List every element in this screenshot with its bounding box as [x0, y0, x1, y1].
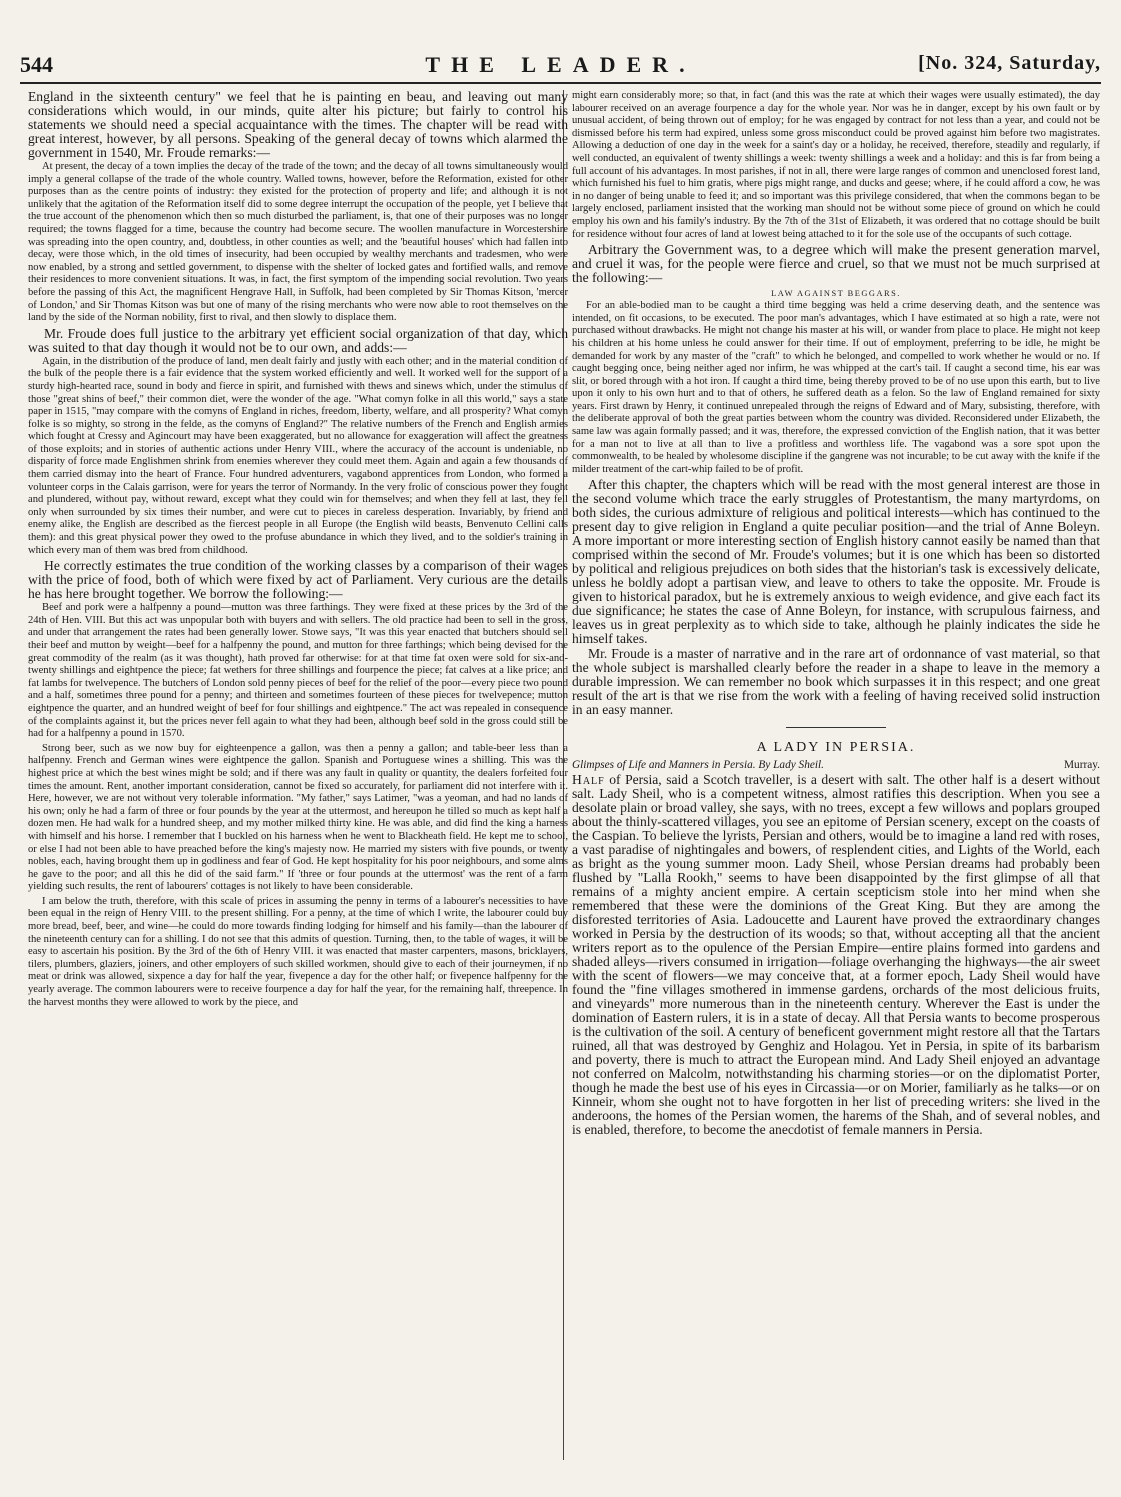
- section-divider: [786, 727, 886, 728]
- paragraph-persia: [572, 773, 1100, 1137]
- intro-paragraph: England in the sixteenth century" we feel that he is painting en beau, and leaving out many considerations which would, in our minds, quite alter his picture; but fairly to control his statements we should need a special acquaintance with the times. The chapter will be read with great interest, however, by all persons. Speaking of the general decay of towns which alarmed the government in 1540, Mr. Froude remarks:—: [28, 89, 568, 160]
- quote-distribution-of-produce: Again, in the distribution of the produce of land, men dealt fairly and justly with each other; and in the material condition of the bulk of the people there is a fair evidence that the system worked efficiently and well. It worked well for the support of a sturdy high-hearted race, sound in body and fierce in spirit, and furnished with thews and sinews which, under the stimulus of those "great shins of beef," their common diet, were the wonder of the age. "What comyn folke in all this world," says a state paper in 1515, "may compare with the comyns of England in riches, freedom, liberty, welfare, and all prosperity? What comyn folke is so mighty, so strong in the felde, as the comyns of England?" The relative numbers of the French and English armies which fought at Cressy and Agincourt may have been exaggerated, but no allowance for exaggeration will affect the greatness of those exploits; and in stories of authentic actions under Henry VIII., where the accuracy of the account is undeniable, no disparity of force made Englishmen shrink from enemies wherever they could meet them. Again and again a few thousands of them carried dismay into the heart of France. Four hundred adventurers, vagabond apprentices from London, who formed a volunteer corps in the Calais garrison, were for years the terror of Normandy. In the very frolic of conscious power they fought and plundered, without pay, without reward, except what they could win for themselves; and when they fell at last, they fell only when surrounded by six times their number, and were cut to pieces in careless desperation. Invariably, by friend and enemy alike, the English are described as the fiercest people in all Europe (the English wild beasts, Benvenuto Cellini calls them): and this great physical power they owed to the profuse abundance in which they lived, and to the soldier's training in which every man of them was bred from childhood.: [28, 355, 569, 556]
- paragraph-working-classes: He correctly estimates the true condition of the working classes by a comparison of their wages with the price of food, both of which were fixed by act of Parliament. Very curious are the details he has here brought together. We borrow the following:—: [28, 558, 568, 602]
- quote-decay-of-towns: At present, the decay of a town implies the decay of the trade of the town; and the decay of all towns simultaneously would imply a general collapse of the trade of the whole country. Walled towns, however, before the Reformation, existed for other purposes than as the centre points of industry: they existed for the protection of property and life; and although it is not unlikely that the agitation of the Reformation itself did to some degree interrupt the occupation of the people, yet I believe that the true account of the phenomenon which then so much disturbed the parliament, is, that one of their purposes was no longer required; the towns flagged for a time, because the country had become secure. The woollen manufacture in Worcestershire was spreading into the open country, and, doubtless, in other counties as well; and the 'beautiful houses' which had fallen into decay, were those which, in the old times of insecurity, had been occupied by wealthy merchants and tradesmen, who were now enabled, by a strong and settled government, to dispense with the shelter of locked gates and fortified walls, and remove their residences to more convenient situations. It was, in fact, the first symptom of the impending social revolution. Two years before the passing of this Act, the magnificent Hengrave Hall, in Suffolk, had been completed by Sir Thomas Kitson, 'mercer of London,' and Sir Thomas Kitson was but one of many of the rising merchants who were now able to root themselves on the land by the side of the Norman nobility, first to rival, and then slowly to displace them.: [28, 161, 568, 324]
- book-byline: [572, 758, 1100, 772]
- law-against-beggars-heading: LAW AGAINST BEGGARS.: [771, 289, 901, 299]
- quote-law-against-beggars: For an able-bodied man to be caught a third time begging was held a crime deserving death, and the sentence was intended, on fit occasions, to be executed. The poor man's advantages, which I have estimated at so high a rate, were not purchased without drawbacks. He might not change his master at his will, or wander from place to place. He might not keep his children at his home unless he could answer for their time. If out of employment, preferring to be idle, he might be demanded for work by any master of the "craft" to which he belonged, and compelled to work whether he would or no. If caught begging once, being neither aged nor infirm, he was whipped at the cart's tail. If caught a second time, his ear was slit, or bored through with a hot iron. If caught a third time, being thereby proved to be of no use upon this earth, but to live upon it only to his own hurt and to that of others, he suffered death as a felon. So the law of England remained for sixty years. First drawn by Henry, it continued unrepealed through the reigns of Edward and of Mary, subsisting, therefore, with the deliberate approval of both the great parties between whom the country was divided. Reconsidered under Elizabeth, the same law was again formally passed; and it was, therefore, the expressed conviction of the English nation, that it was better for a man not to live at all than to live a profitless and worthless life. The vagabond was a sore spot upon the commonwealth, to be healed by wholesome discipline if the gangrene was not incurable; to be cut away with the knife if the milder treatment of the cart-whip failed to be of profit.: [572, 300, 1100, 475]
- paragraph-social-organization: Mr. Froude does full justice to the arbitrary yet efficient social organization of that day, which was suited to that day though it would not be to our own, and adds:—: [28, 325, 568, 355]
- newspaper-title: THE LEADER.: [425, 52, 696, 77]
- issue-label: [No. 324, Saturday,: [918, 52, 1101, 74]
- quote-beef-and-pork: Beef and pork were a halfpenny a pound—mutton was three farthings. They were fixed at these prices by the 3rd of the 24th of Hen. VIII. But this act was unpopular both with buyers and with sellers. The old practice had been to sell in the gross, and under that arrangement the rates had been generally lower. Stowe says, "It was this year enacted that butchers should sell their beef and mutton by weight—beef for a halfpenny the pound, and mutton for three farthings; which being devised for the great commodity of the realm (as it was thought), hath proved far otherwise: for at that time fat oxen were sold for six-and-twenty shillings and eightpence the piece; fat wethers for three shillings and fourpence the piece; fat calves at a like price; and fat lambs for twelvepence. The butchers of London sold penny pieces of beef for the relief of the poor—every piece two pound and a half, sometimes three pound for a penny; and thirteen and sometimes fourteen of these pieces for twelvepence; mutton eightpence the quarter, and an hundred weight of beef for four shillings and eightpence." The act was repealed in consequence of the complaints against it, but the prices never fell again to what they had been, although beef sold in the gross could still be had for a halfpenny a pound in 1570.: [28, 602, 568, 740]
- opening-word: Half: [572, 772, 605, 788]
- page-number: 544: [20, 52, 53, 77]
- quote-strong-beer: Strong beer, such as we now buy for eighteenpence a gallon, was then a penny a gallon; and table-beer less than a halfpenny. French and German wines were eightpence the gallon. Spanish and Portuguese wines a shilling. This was the highest price at which the best wines might be sold; and if there was any fault in quality or quantity, the dealers forfeited four times the amount. Rent, another important consideration, cannot be fixed so accurately, for parliament did not interfere with it. Here, however, we are not without very tolerable information. "My father," says Latimer, "was a yeoman, and had no lands of his own; only he had a farm of three or four pounds by the year at the uttermost, and hereupon he tilled so much as kept half a dozen men. He had walk for a hundred sheep, and my mother milked thirty kine. He was able, and did find the king a harness with himself and his horse. I remember that I buckled on his harness when he went to Blackheath field. He kept me to school, or else I had not been able to have preached before the king's majesty now. He married my sisters with five pounds, or twenty nobles, each, having brought them up in godliness and fear of God. He kept hospitality for his poor neighbours, and some alms he gave to the poor; and all this he did of the said farm." If 'three or four pounds at the uttermost' was the rent of a farm yielding such results, the rent of labourers' cottages is not likely to have been considerable.: [28, 742, 568, 893]
- section-title: A LADY IN PERSIA.: [756, 740, 916, 756]
- paragraph-second-volume: After this chapter, the chapters which will be read with the most general interest are those in the second volume which trace the early struggles of Protestantism, the many martyrdoms, on both sides, the curious admixture of religious and political interests—which has continued to the present day to give religion in England a quite peculiar position—and the trial of Anne Boleyn. A more important or more interesting section of English history cannot easily be named than that comprised within the second of Mr. Froude's volumes; but it is one which has been so distorted by political and religious prejudices on both sides that the historian's task is excessively delicate, unless he boldly adopt a partisan view, and leave to others to take the opposite. Mr. Froude is given to historical paradox, but he is extremely anxious to weigh evidence, and give each fact its due significance; he states the case of Anne Boleyn, for instance, with scrupulous fairness, and leaves us in great perplexity as to which side to take, although he plainly indicates the side he himself takes.: [572, 477, 1100, 647]
- page-header: [20, 52, 1101, 84]
- paragraph-narrative-mastery: Mr. Froude is a master of narrative and in the rare art of ordonnance of vast material, so that the whole subject is marshalled clearly before the reader in a shape to leave in the memory a durable impression. We can remember no book which surpasses it in this respect; and one great result of the art is that we rise from the work with a feeling of having received solid instruction in an easy manner.: [572, 646, 1100, 718]
- book-title: Glimpses of Life and Manners in Persia. By Lady Sheil.: [572, 759, 824, 772]
- paragraph-arbitrary-government: Arbitrary the Government was, to a degree which will make the present generation marvel, and cruel it was, for the people were fierce and cruel, so that we must not be much surprised at the following:—: [572, 242, 1100, 286]
- left-column: [28, 90, 568, 1011]
- persia-body: of Persia, said a Scotch traveller, is a desert with salt. The other half is a desert without salt. Lady Sheil, who is a competent witness, almost ratifies this description. When you see a desolate plain or broad valley, she says, with no trees, except a few willows and poplars grouped about the thinly-scattered villages, you see an epitome of Persian scenery, except on the coasts of the Caspian. To believe the lyrists, Persian and others, would be to imagine a land red with roses, a vast paradise of nightingales and bowers, of resplendent cities, and Lights of the World, each as bright as the young summer moon. Lady Sheil, whose Persian dreams had probably been flushed by "Lalla Rookh," seems to have been disappointed by the first glimpse of all that remains of a mighty ancient empire. A certain scepticism stole into her mind when she remembered that these were the dominions of the Great King. But they are among the disforested territories of Asia. Ladoucette and Laurent have proved the extraordinary changes worked in Persia by the destruction of its woods; so that, without accepting all that the ancient writers report as to the opulence of the Persian Empire—entire plains formed into gardens and shaded alleys—rivers consumed in irrigation—foliage overhanging the highways—the air sweet with the scent of flowers—we may conceive that, at a former epoch, Lady Sheil would have found the "fine villages smothered in immense gardens, orchards of the most delicious fruits, and vineyards" more numerous than in the nineteenth century. Wherever the East is under the domination of Eastern rulers, it is in a state of decay. All that Persia wants to become prosperous is the cultivation of the soil. A century of beneficent government might restore all that the Tartars ruined, all that was destroyed by Genghiz and Holagou. Yet in Persia, in spite of its barbarism and poverty, there is much to attract the European mind. And Lady Sheil enjoyed an advantage not conferred on Malcolm, notwithstanding his charming stories—or on the diplomatist Porter, though he made the best use of his eyes in Circassia—or on Morier, familiarly as he talks—or on Kinneir, whom she ought not to have forgotten in her list of preceding writers: she lived in the anderoons, the homes of the Persian women, the harems of the Shah, and of several nobles, and is enabled, therefore, to become the anecdotist of female manners in Persia.: [572, 772, 1100, 1138]
- quote-wages-continued: might earn considerably more; so that, in fact (and this was the rate at which their wages were usually estimated), the day labourer received on an average fourpence a day for the whole year. Nor was he in danger, except by his own fault or by unusual accident, of being thrown out of employ; for he was engaged by contract for not less than a year, and could not be dismissed before his term had expired, unless some gross misconduct could be proved against him before two magistrates. Allowing a deduction of one day in the week for a saint's day or a holiday, he received, therefore, steadily and regularly, if well conducted, an equivalent of twenty shillings a week: twenty shillings a week and a holiday: and this is far from being a full account of his advantages. In most parishes, if not in all, there were large ranges of common and unenclosed forest land, which furnished his fuel to him gratis, where pigs might range, and ducks and geese; where, if he could afford a cow, he was in no danger of being unable to feed it; and so important was this privilege considered, that when the commons began to be largely enclosed, parliament insisted that the working man should not be without some piece of ground on which he could employ his own and his family's industry. By the 7th of the 31st of Elizabeth, it was ordered that no cottage should be built for residence without four acres of land at lowest being attached to it for the sole use of the occupants of such cottage.: [572, 90, 1100, 240]
- quote-wages: I am below the truth, therefore, with this scale of prices in assuming the penny in terms of a labourer's necessities to have been equal in the reign of Henry VIII. to the present shilling. For a penny, at the time of which I write, the labourer could buy more bread, beef, beer, and wine—he could do more towards finding lodging for himself and his family—than the labourer of the nineteenth century can for a shilling. I do not see that this admits of question. Turning, then, to the table of wages, it will be easy to ascertain his position. By the 3rd of the 6th of Henry VIII. it was enacted that master carpenters, masons, bricklayers, tilers, plumbers, glaziers, joiners, and other employers of such skilled workmen, should give to each of their journeymen, if no meat or drink was allowed, sixpence a day for half the year, fivepence a day for the other half; or fivepence halfpenny for the yearly average. The common labourers were to receive fourpence a day for half the year, for the remaining half, threepence. In the harvest months they were allowed to work by the piece, and: [28, 895, 568, 1008]
- publisher: Murray.: [1064, 759, 1100, 772]
- right-column: [572, 90, 1100, 1138]
